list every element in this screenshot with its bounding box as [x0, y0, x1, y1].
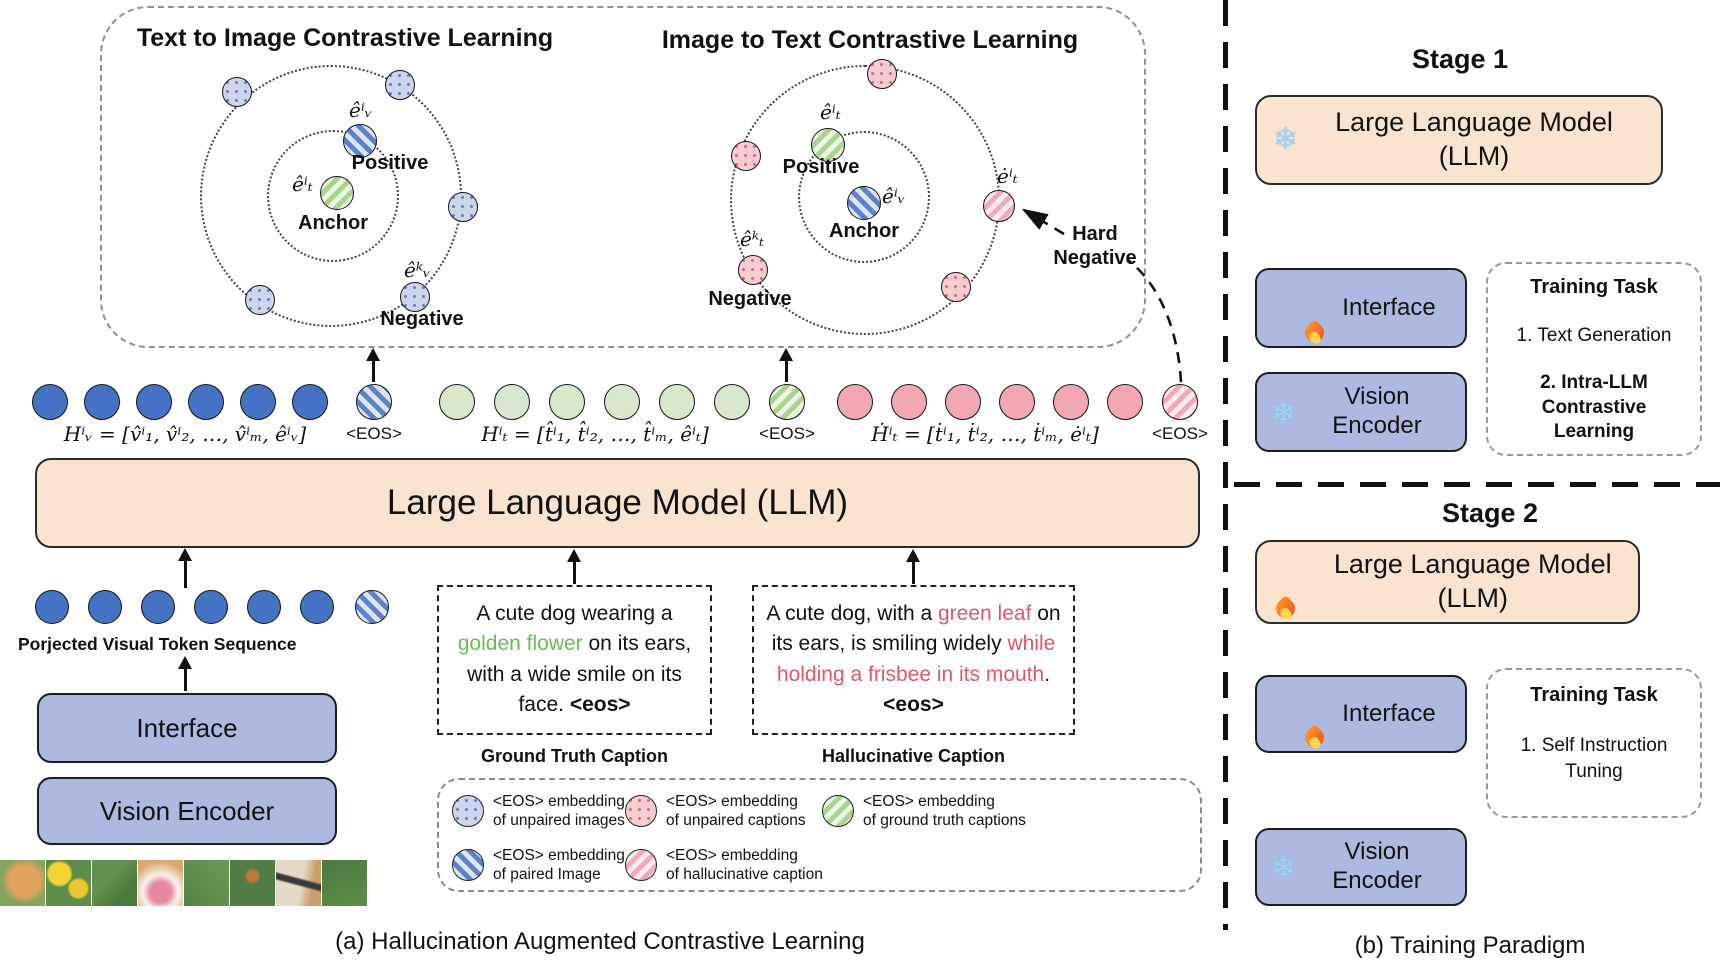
t2i-anchor-embedding [320, 176, 354, 210]
projected-visual-token [300, 590, 334, 624]
t2i-unpaired-image-embedding [222, 77, 252, 107]
i2t-anchor-math: êⁱᵥ [882, 184, 906, 208]
text-token [439, 384, 475, 420]
hallucinative-token [1107, 384, 1143, 420]
hallucinative-token [837, 384, 873, 420]
input-image-patch [92, 860, 137, 906]
t2i-negative-math: êᵏᵥ [404, 258, 431, 282]
i2t-hard-negative-math: ėⁱₜ [997, 164, 1018, 188]
t2i-title: Text to Image Contrastive Learning [136, 24, 554, 52]
text-eos-label: <EOS> [759, 424, 815, 443]
visual-token [84, 384, 120, 420]
stage2-title: Stage 2 [1441, 498, 1539, 528]
text-eos-token [769, 384, 805, 420]
stage1-vision-encoder-box [1255, 372, 1467, 452]
legend-text: <EOS> embedding of unpaired images [493, 793, 625, 830]
gt-caption-to-llm-arrow [573, 561, 576, 584]
visual-token [240, 384, 276, 420]
t2i-unpaired-image-embedding [385, 70, 415, 100]
unpaired-captions-swatch-icon [625, 795, 657, 827]
legend-text: <EOS> embedding of unpaired captions [666, 793, 806, 830]
i2t-anchor-embedding [847, 186, 881, 220]
interface-to-tokens-arrow [184, 668, 187, 691]
training-task-item: 1. Text Generation [1516, 325, 1672, 346]
hallucinative-caption-label: Hallucinative Caption [821, 746, 1006, 766]
hallucinative-caption-box: A cute dog, with a green leaf on its ears, is smiling widely while holding a frisbee in its mouth. <eos> [752, 585, 1075, 735]
interface-label: Interface [136, 712, 238, 743]
t2i-anchor-label: Anchor [298, 212, 368, 234]
stage1-training-task-title: Training Task [1530, 276, 1658, 298]
vision-encoder-box [37, 777, 337, 845]
input-image-patch [322, 860, 367, 906]
text-token [494, 384, 530, 420]
llm-box [35, 458, 1200, 548]
projected-visual-eos-token [355, 590, 389, 624]
text-token [604, 384, 640, 420]
t2i-unpaired-image-embedding [245, 285, 275, 315]
legend-item [452, 792, 625, 831]
legend-text: <EOS> embedding of paired Image [493, 847, 625, 884]
text-token [714, 384, 750, 420]
projected-to-llm-arrow [184, 560, 187, 588]
legend-item [625, 846, 823, 885]
visual-token [292, 384, 328, 420]
ground-truth-captions-swatch-icon [822, 795, 854, 827]
i2t-negative-label: Negative [708, 288, 792, 310]
i2t-unpaired-caption-embedding [867, 59, 897, 89]
visual-sequence-math: Hⁱᵥ = [v̂ⁱ₁, v̂ⁱ₂, …, v̂ⁱₘ, êⁱᵥ] [63, 422, 307, 446]
i2t-anchor-label: Anchor [829, 220, 899, 242]
visual-token [188, 384, 224, 420]
stage2-llm-label: Large Language Model (LLM) [1333, 549, 1612, 613]
input-image-patch [0, 860, 45, 906]
hallucinative-caption-swatch-icon [625, 849, 657, 881]
input-image-strip [0, 860, 380, 906]
stage2-interface-box [1255, 675, 1467, 753]
visual-token [136, 384, 172, 420]
t2i-negative-label: Negative [380, 308, 464, 330]
hallucinative-eos-label: <EOS> [1152, 424, 1208, 443]
stage2-llm-box [1255, 540, 1640, 624]
stage2-vision-encoder-label: Vision Encoder [1332, 838, 1422, 894]
stage1-training-task-box [1486, 262, 1702, 456]
input-image-patch [230, 860, 275, 906]
stage1-interface-box [1255, 268, 1467, 348]
i2t-unpaired-caption-embedding [941, 272, 971, 302]
snowflake-icon: ❄ [1271, 852, 1297, 885]
panel-b-caption: (b) Training Paradigm [1354, 932, 1586, 959]
text-token [549, 384, 585, 420]
fire-icon [1275, 597, 1293, 624]
i2t-negative-math: êᵏₜ [740, 227, 765, 251]
hallucinative-eos-token [1162, 384, 1198, 420]
interface-box [37, 693, 337, 763]
stage2-training-task-title: Training Task [1530, 684, 1658, 706]
panel-divider [1223, 0, 1228, 930]
hard-negative-label: Hard Negative [1053, 223, 1137, 269]
i2t-hard-negative-embedding [983, 190, 1015, 222]
visual-eos-token [356, 384, 392, 420]
llm-label: Large Language Model (LLM) [386, 483, 849, 522]
i2t-title: Image to Text Contrastive Learning [661, 26, 1079, 54]
snowflake-icon: ❄ [1271, 397, 1297, 430]
text-sequence-math: Hⁱₜ = [t̂ⁱ₁, t̂ⁱ₂, …, t̂ⁱₘ, êⁱₜ] [481, 422, 709, 446]
fire-icon [1304, 726, 1326, 753]
ground-truth-caption-label: Ground Truth Caption [481, 746, 668, 766]
visual-eos-label: <EOS> [346, 424, 402, 443]
legend-item [625, 792, 806, 831]
input-image-patch [276, 860, 321, 906]
snowflake-icon: ❄ [1273, 123, 1299, 156]
projected-sequence-label: Porjected Visual Token Sequence [18, 634, 297, 654]
legend-item [452, 846, 625, 885]
input-image-patch [46, 860, 91, 906]
paired-image-swatch-icon [452, 849, 484, 881]
text-token [659, 384, 695, 420]
projected-visual-token [247, 590, 281, 624]
i2t-positive-math: êⁱₜ [820, 100, 841, 124]
stage2-training-task-box [1486, 668, 1702, 818]
input-image-patch [184, 860, 229, 906]
hallucinative-token [891, 384, 927, 420]
input-image-patch [138, 860, 183, 906]
stage1-llm-label: Large Language Model (LLM) [1335, 107, 1613, 171]
stage2-vision-encoder-box [1255, 828, 1467, 906]
t2i-positive-math: êⁱᵥ [349, 98, 373, 122]
hallucinative-token [999, 384, 1035, 420]
legend-text: <EOS> embedding of hallucinative caption [666, 847, 823, 884]
t2i-anchor-math: êⁱₜ [292, 172, 313, 196]
training-task-item: 1. Self Instruction Tuning [1520, 735, 1668, 782]
visual-token [32, 384, 68, 420]
projected-visual-token [141, 590, 175, 624]
hall-caption-to-llm-arrow [912, 561, 915, 584]
text-eos-arrow [785, 360, 788, 382]
hallucinative-sequence-math: Ḣⁱₜ = [ṫⁱ₁, ṫⁱ₂, …, ṫⁱₘ, ėⁱₜ] [871, 422, 1099, 446]
projected-visual-token [88, 590, 122, 624]
stage1-vision-encoder-label: Vision Encoder [1332, 383, 1422, 439]
ground-truth-caption-box: A cute dog wearing a golden flower on its ears, with a wide smile on its face. <eos> [437, 585, 712, 735]
hallucinative-token [1053, 384, 1089, 420]
t2i-positive-label: Positive [351, 152, 429, 174]
projected-visual-token [194, 590, 228, 624]
t2i-unpaired-image-embedding [448, 192, 478, 222]
visual-eos-arrow [372, 360, 375, 382]
vision-encoder-label: Vision Encoder [99, 795, 275, 826]
i2t-positive-label: Positive [782, 156, 860, 178]
unpaired-images-swatch-icon [452, 795, 484, 827]
training-task-item: 2. Intra-LLM Contrastive Learning [1540, 372, 1648, 443]
fire-icon [1304, 321, 1326, 348]
stage2-interface-label: Interface [1342, 700, 1436, 727]
stage-divider [1234, 482, 1720, 487]
panel-a-caption: (a) Hallucination Augmented Contrastive Learning [335, 928, 865, 955]
stage1-interface-label: Interface [1342, 294, 1436, 321]
i2t-unpaired-caption-embedding [731, 141, 761, 171]
i2t-negative-embedding [738, 255, 768, 285]
stage1-llm-box [1255, 95, 1663, 185]
legend-text: <EOS> embedding of ground truth captions [863, 793, 1026, 830]
stage1-title: Stage 1 [1411, 44, 1509, 74]
hallucinative-token [945, 384, 981, 420]
projected-visual-token [35, 590, 69, 624]
legend-item [822, 792, 1026, 831]
